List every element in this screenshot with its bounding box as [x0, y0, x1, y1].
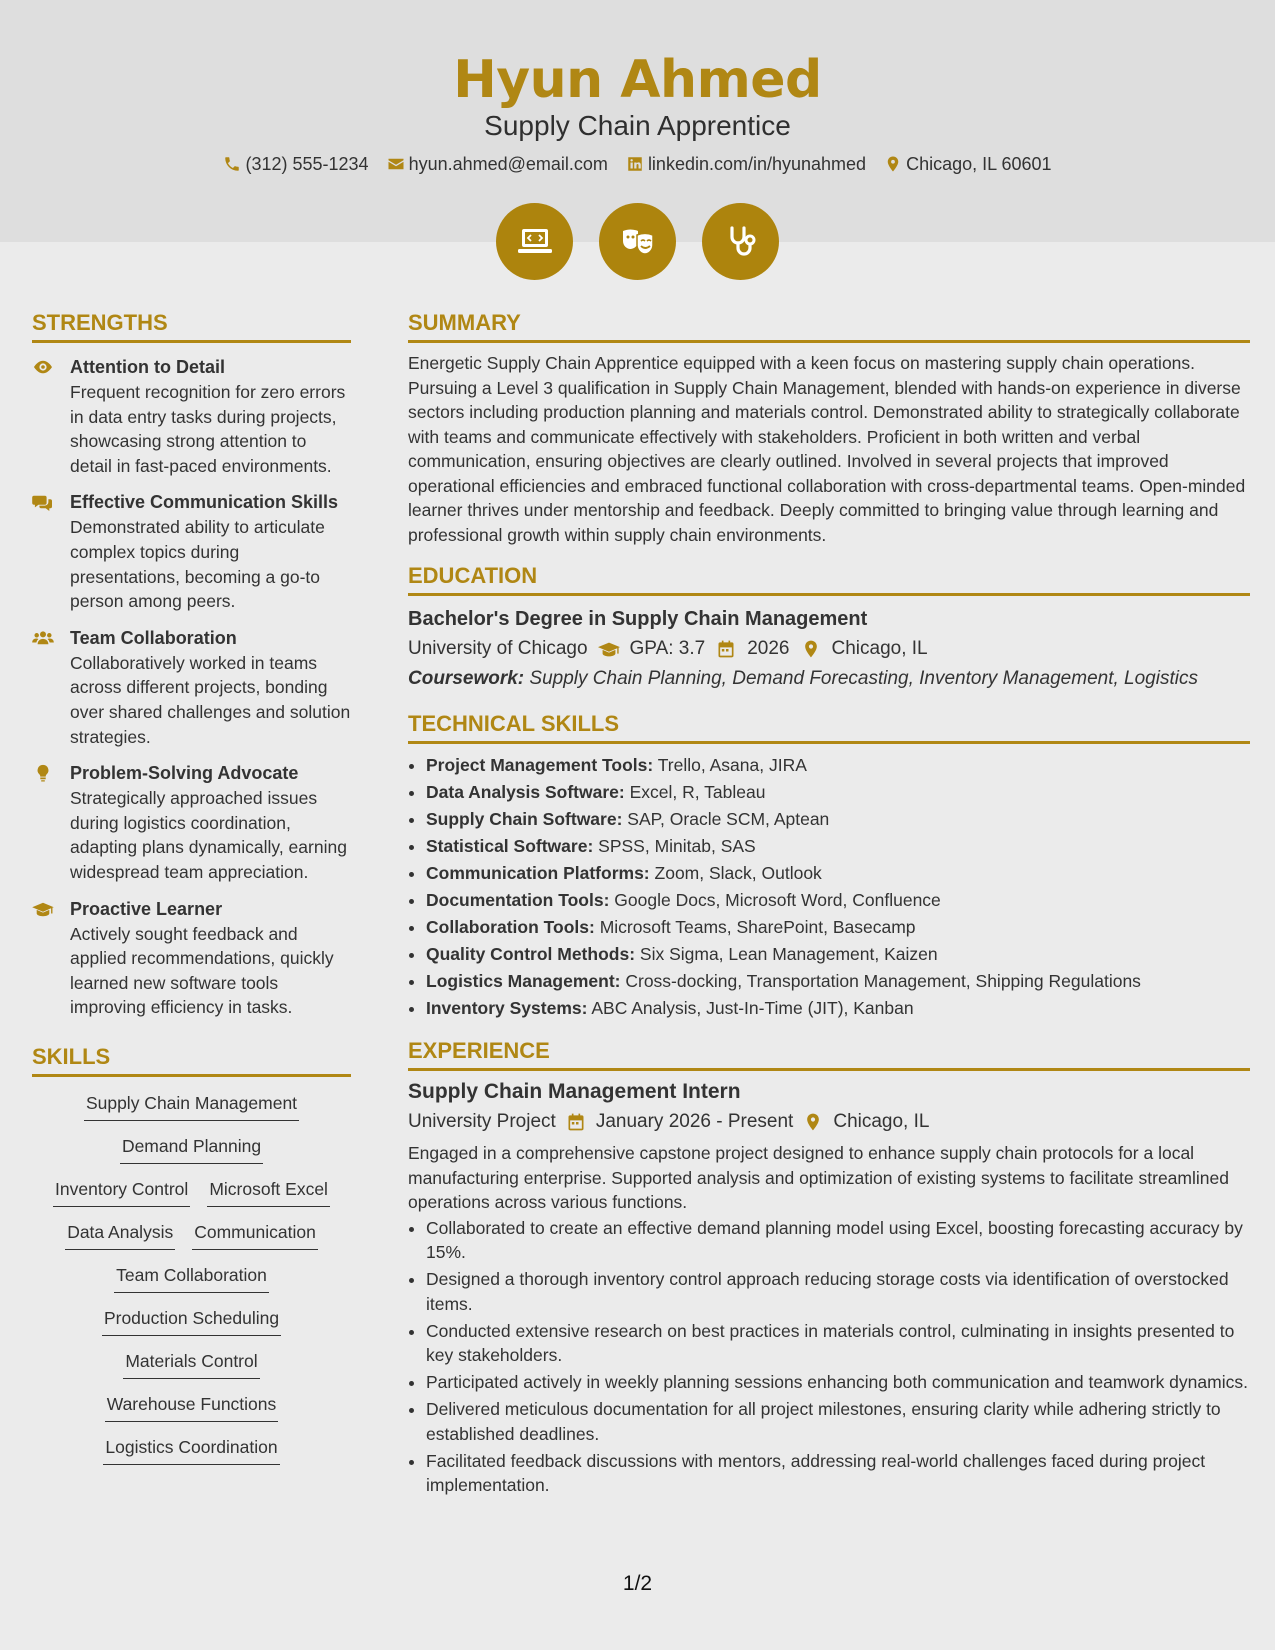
list-item: • Facilitated feedback discussions with mentors, addressing real-world challenges faced during project implementation. — [426, 1449, 1250, 1498]
map-pin-icon — [884, 155, 902, 173]
list-item: • Inventory Systems: ABC Analysis, Just-In-Time (JIT), Kanban — [426, 995, 1250, 1022]
contact-location — [884, 152, 1051, 176]
experience-heading: EXPERIENCE — [408, 1036, 1250, 1071]
contact-linkedin[interactable] — [626, 152, 866, 176]
list-item: • Logistics Management: Cross-docking, Transportation Management, Shipping Regulations — [426, 968, 1250, 995]
strengths-heading: STRENGTHS — [32, 308, 351, 343]
skill-tag: Warehouse Functions — [105, 1392, 279, 1422]
strength-name: Effective Communication Skills — [70, 492, 339, 513]
school-name: University of Chicago — [408, 638, 588, 659]
badge-stethoscope — [702, 203, 779, 280]
list-item: • Conducted extensive research on best practices in materials control, culminating in insights presented to key stakeholders. — [426, 1319, 1250, 1368]
job-meta — [408, 1108, 1250, 1136]
skill-tag: Materials Control — [123, 1349, 259, 1379]
map-pin-icon — [800, 639, 822, 659]
list-item: • Project Management Tools: Trello, Asana, JIRA — [426, 752, 1250, 779]
skill-tag: Team Collaboration — [114, 1263, 269, 1293]
linkedin-icon — [626, 155, 644, 173]
envelope-icon — [387, 155, 405, 173]
badge-masks — [599, 203, 676, 280]
gpa: GPA: 3.7 — [629, 638, 706, 659]
technical-skills-list — [426, 752, 1250, 1022]
strength-item — [32, 897, 351, 1020]
calendar-icon — [715, 639, 737, 659]
eye-icon — [32, 358, 54, 376]
phone-icon — [223, 155, 241, 173]
coursework — [408, 665, 1250, 693]
graduation-year: 2026 — [747, 638, 790, 659]
job-dates: January 2026 - Present — [595, 1111, 794, 1132]
coursework-label: Coursework: — [408, 668, 525, 689]
contact-bar — [0, 152, 1275, 176]
job-title: Supply Chain Management Intern — [408, 1080, 741, 1103]
summary-heading: SUMMARY — [408, 308, 1250, 343]
badge-laptop — [496, 203, 573, 280]
list-item: • Quality Control Methods: Six Sigma, Lean Management, Kaizen — [426, 941, 1250, 968]
job-bullets — [426, 1216, 1250, 1498]
page-number: 1/2 — [622, 1572, 653, 1595]
comments-icon — [32, 493, 54, 511]
list-item: • Documentation Tools: Google Docs, Microsoft Word, Confluence — [426, 887, 1250, 914]
job-location: Chicago, IL — [833, 1111, 930, 1132]
list-item: • Collaboration Tools: Microsoft Teams, SharePoint, Basecamp — [426, 914, 1250, 941]
education-meta — [408, 635, 1250, 663]
graduation-cap-icon — [32, 900, 54, 918]
linkedin-text: linkedin.com/in/hyunahmed — [647, 154, 867, 174]
school-location: Chicago, IL — [831, 638, 928, 659]
strength-item — [32, 490, 351, 613]
interest-badges — [0, 203, 1275, 280]
job-org: University Project — [408, 1111, 556, 1132]
laptop-code-icon — [515, 222, 555, 262]
candidate-name: Hyun Ahmed — [453, 50, 822, 110]
skills-list — [32, 1091, 351, 1465]
calendar-icon — [566, 1112, 586, 1132]
stethoscope-icon — [721, 222, 761, 262]
left-column — [32, 308, 351, 1478]
strength-item — [32, 626, 351, 749]
strength-desc: Demonstrated ability to articulate complex topics during presentations, becoming a go-to person among peers. — [70, 517, 325, 612]
skill-tag: Demand Planning — [120, 1134, 263, 1164]
list-item: • Data Analysis Software: Excel, R, Tableau — [426, 779, 1250, 806]
strength-desc: Strategically approached issues during logistics coordination, adapting plans dynamically, earning widespread team appreciation. — [70, 788, 347, 882]
email-text: hyun.ahmed@email.com — [408, 154, 608, 174]
contact-phone[interactable] — [223, 152, 368, 176]
list-item: • Delivered meticulous documentation for all project milestones, ensuring clarity while adhering strictly to established deadlines. — [426, 1397, 1250, 1446]
skill-tag: Production Scheduling — [102, 1306, 281, 1336]
list-item: • Participated actively in weekly planning sessions enhancing both communication and teamwork dynamics. — [426, 1370, 1250, 1395]
skill-tag: Inventory Control — [53, 1177, 190, 1207]
job-description: Engaged in a comprehensive capstone project designed to enhance supply chain protocols for a local manufacturing enterprise. Supported analysis and optimization of existing systems to facilitate streamlined operations across various functions. — [408, 1143, 1229, 1212]
degree-name: Bachelor's Degree in Supply Chain Management — [408, 608, 868, 630]
skill-tag: Supply Chain Management — [84, 1091, 299, 1121]
strength-item — [32, 761, 351, 884]
skill-tag: Microsoft Excel — [207, 1177, 330, 1207]
skill-tag: Logistics Coordination — [103, 1435, 279, 1465]
skill-tag: Data Analysis — [65, 1220, 175, 1250]
users-icon — [32, 629, 54, 647]
right-column — [408, 308, 1250, 1500]
strength-item — [32, 355, 351, 478]
strength-name: Proactive Learner — [70, 898, 223, 919]
theater-masks-icon — [618, 222, 658, 262]
list-item: • Collaborated to create an effective demand planning model using Excel, boosting forecasting accuracy by 15%. — [426, 1216, 1250, 1265]
strength-name: Problem-Solving Advocate — [70, 763, 299, 784]
summary-text: Energetic Supply Chain Apprentice equipped with a keen focus on mastering supply chain operations. Pursuing a Level 3 qualification in Supply Chain Management, blended with hands-on experience in diverse sectors including production planning and materials control. Demonstrated ability to strategically collaborate with teams and communicate effectively with stakeholders. Proficient in both written and verbal communication, ensuring objectives are clearly outlined. Involved in several projects that improved operational efficiencies and embraced functional collaboration with cross-departmental teams. Open-minded learner thrives under mentorship and feedback. Deeply committed to bringing value through learning and professional growth within supply chain environments. — [408, 353, 1246, 545]
map-pin-icon — [803, 1112, 823, 1132]
strength-desc: Collaboratively worked in teams across different projects, bonding over shared challenges and solution strategies. — [70, 652, 351, 747]
list-item: • Supply Chain Software: SAP, Oracle SCM, Aptean — [426, 806, 1250, 833]
coursework-list: Supply Chain Planning, Demand Forecasting, Inventory Management, Logistics — [529, 668, 1198, 689]
list-item: • Designed a thorough inventory control approach reducing storage costs via identification of overstocked items. — [426, 1267, 1250, 1316]
list-item: • Statistical Software: SPSS, Minitab, SAS — [426, 833, 1250, 860]
skill-tag: Communication — [192, 1220, 318, 1250]
strength-desc: Frequent recognition for zero errors in data entry tasks during projects, showcasing strong attention to detail in fast-paced environments. — [70, 382, 346, 476]
technical-skills-heading: TECHNICAL SKILLS — [408, 709, 1250, 744]
strength-desc: Actively sought feedback and applied recommendations, quickly learned new software tools improving efficiency in tasks. — [70, 923, 334, 1018]
candidate-title: Supply Chain Apprentice — [484, 110, 791, 141]
strength-name: Attention to Detail — [70, 357, 225, 377]
phone-text: (312) 555-1234 — [245, 154, 369, 174]
contact-email[interactable] — [387, 152, 608, 176]
strength-name: Team Collaboration — [70, 627, 237, 648]
skills-heading: SKILLS — [32, 1042, 351, 1077]
location-text: Chicago, IL 60601 — [906, 154, 1052, 174]
list-item: • Communication Platforms: Zoom, Slack, Outlook — [426, 860, 1250, 887]
graduation-cap-icon — [598, 639, 620, 659]
lightbulb-icon — [32, 764, 54, 782]
education-heading: EDUCATION — [408, 561, 1250, 596]
